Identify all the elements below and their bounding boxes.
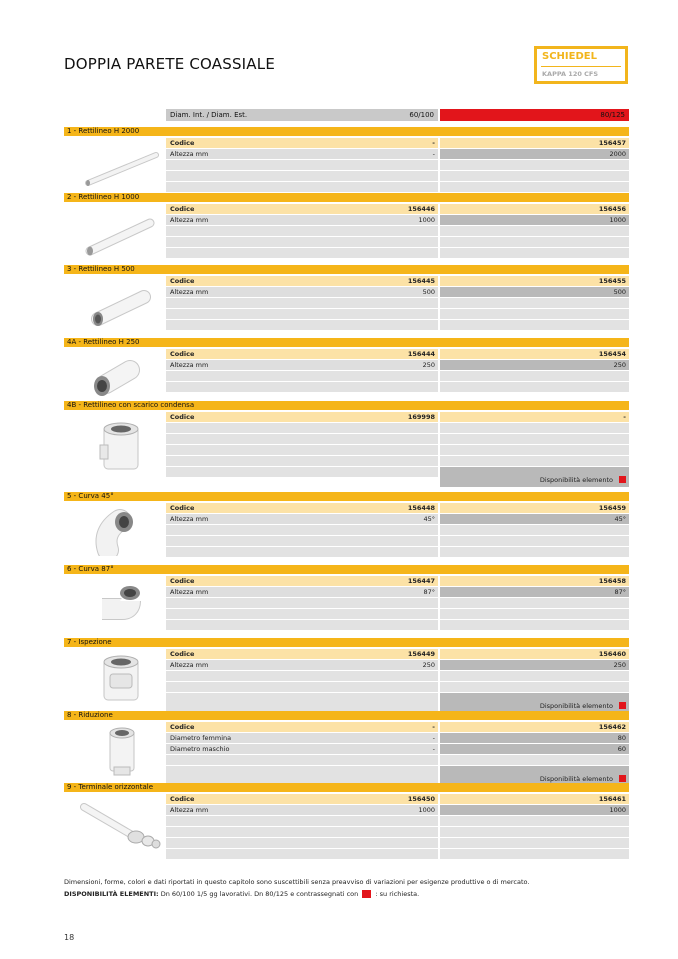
table-row: Codice 156449 156460 [166, 649, 629, 659]
section-rows [166, 576, 629, 631]
page-title: DOPPIA PARETE COASSIALE [64, 55, 275, 73]
section-bar [64, 638, 629, 647]
horizontal-terminal-image [72, 797, 164, 853]
availability-label: Disponibilità elemento [539, 476, 613, 484]
table-row [166, 309, 629, 319]
availability-label: Disponibilità elemento [539, 702, 613, 710]
section-rows [166, 138, 629, 193]
table-row [166, 816, 629, 826]
section-bar [64, 711, 629, 720]
table-row: Diametro femmina - 80 [166, 733, 629, 743]
section-rows [166, 349, 629, 393]
table-row: Codice 156450 156461 [166, 794, 629, 804]
table-row [166, 182, 629, 192]
section-title: 4B - Rettilineo con scarico condensa [67, 401, 195, 409]
table-row: Altezza mm - 2000 [166, 149, 629, 159]
header-col2-value: 80/125 [600, 111, 625, 119]
section-rows [166, 649, 629, 713]
section-bar [64, 783, 629, 792]
section-rows [166, 722, 629, 786]
availability-row [166, 693, 629, 713]
availability-marker-icon [619, 476, 626, 483]
table-row [166, 445, 629, 455]
table-row: Altezza mm 1000 1000 [166, 215, 629, 225]
inspection-pipe-image [72, 652, 160, 708]
red-marker-icon [362, 890, 371, 898]
table-row [166, 298, 629, 308]
section-title: 5 - Curva 45° [67, 492, 114, 500]
table-row [166, 682, 629, 692]
brand-logo [534, 46, 628, 84]
section-rows [166, 794, 629, 860]
table-row: Codice 156447 156458 [166, 576, 629, 586]
footer-availability-text: Dn 60/100 1/5 gg lavorativi. Dn 80/125 e contrassegnati con [160, 890, 359, 898]
table-row [166, 226, 629, 236]
table-row [166, 456, 629, 466]
table-row [166, 838, 629, 848]
table-row [166, 620, 629, 630]
section-title: 9 - Terminale orizzontale [67, 783, 154, 791]
section-bar [64, 492, 629, 501]
section-bar [64, 127, 629, 136]
footer-availability-end: : su richiesta. [375, 890, 420, 898]
section-title: 4A - Rettilineo H 250 [67, 338, 140, 346]
section-rows [166, 204, 629, 259]
section-rows [166, 412, 629, 498]
section-bar [64, 193, 629, 202]
section-bar [64, 338, 629, 347]
table-row: Codice 156445 156455 [166, 276, 629, 286]
table-row: Altezza mm 1000 1000 [166, 805, 629, 815]
logo-brand: SCHIEDEL [542, 51, 597, 62]
elbow-45-image [72, 506, 160, 556]
page-number: 18 [64, 933, 75, 942]
pipe-medium-image [72, 207, 160, 259]
pipe-stub-image [72, 350, 160, 398]
header-col2 [440, 109, 629, 121]
section-rows [166, 503, 629, 558]
table-row [166, 671, 629, 681]
pipe-short-image [72, 279, 160, 329]
availability-marker-icon [619, 775, 626, 782]
table-row [166, 382, 629, 392]
availability-label: Disponibilità elemento [539, 775, 613, 783]
header-col1-value: 60/100 [409, 111, 434, 119]
section-bar [64, 401, 629, 410]
table-row: Codice - 156462 [166, 722, 629, 732]
logo-divider [541, 66, 621, 67]
table-header [166, 109, 629, 121]
table-row: Codice - 156457 [166, 138, 629, 148]
table-row [166, 849, 629, 859]
section-title: 6 - Curva 87° [67, 565, 114, 573]
section-title: 8 - Riduzione [67, 711, 113, 719]
section-bar [64, 265, 629, 274]
table-row: Altezza mm 250 250 [166, 660, 629, 670]
logo-product: KAPPA 120 CFS [542, 70, 599, 78]
table-row [166, 755, 629, 765]
table-row [166, 171, 629, 181]
footer-availability-note [64, 890, 419, 898]
table-row: Altezza mm 250 250 [166, 360, 629, 370]
reducer-image [72, 723, 160, 779]
section-title: 2 - Rettilineo H 1000 [67, 193, 140, 201]
table-row: Codice 156444 156454 [166, 349, 629, 359]
table-row [166, 248, 629, 258]
section-bar [64, 565, 629, 574]
section-title: 1 - Rettilineo H 2000 [67, 127, 140, 135]
table-row [166, 160, 629, 170]
table-row [166, 320, 629, 330]
availability-cell [440, 693, 629, 713]
table-row: Codice 156448 156459 [166, 503, 629, 513]
table-row [166, 536, 629, 546]
condensate-pipe-image [72, 417, 160, 477]
table-row [166, 609, 629, 619]
table-row [166, 827, 629, 837]
section-rows [166, 276, 629, 331]
table-row [166, 434, 629, 444]
section-title: 3 - Rettilineo H 500 [67, 265, 135, 273]
table-row: Altezza mm 45° 45° [166, 514, 629, 524]
table-row: Diametro maschio - 60 [166, 744, 629, 754]
table-row [166, 598, 629, 608]
table-row [166, 547, 629, 557]
section-title: 7 - Ispezione [67, 638, 112, 646]
table-row [166, 237, 629, 247]
table-row: Codice 156446 156456 [166, 204, 629, 214]
footer-availability-heading: DISPONIBILITÀ ELEMENTI: [64, 890, 159, 898]
footer-disclaimer: Dimensioni, forme, colori e dati riportati in questo capitolo sono suscettibili senza preavviso di variazioni per esigenze produttive o di mercato. [64, 878, 530, 886]
table-row [166, 423, 629, 433]
table-row: Altezza mm 87° 87° [166, 587, 629, 597]
availability-cell [440, 467, 629, 487]
table-row [166, 371, 629, 381]
elbow-87-image [72, 579, 160, 629]
table-row [166, 525, 629, 535]
pipe-long-image [72, 141, 160, 191]
table-row: Altezza mm 500 500 [166, 287, 629, 297]
header-col1 [166, 109, 438, 121]
availability-marker-icon [619, 702, 626, 709]
header-label: Diam. Int. / Diam. Est. [170, 111, 248, 119]
table-row: Codice 169998 - [166, 412, 629, 422]
